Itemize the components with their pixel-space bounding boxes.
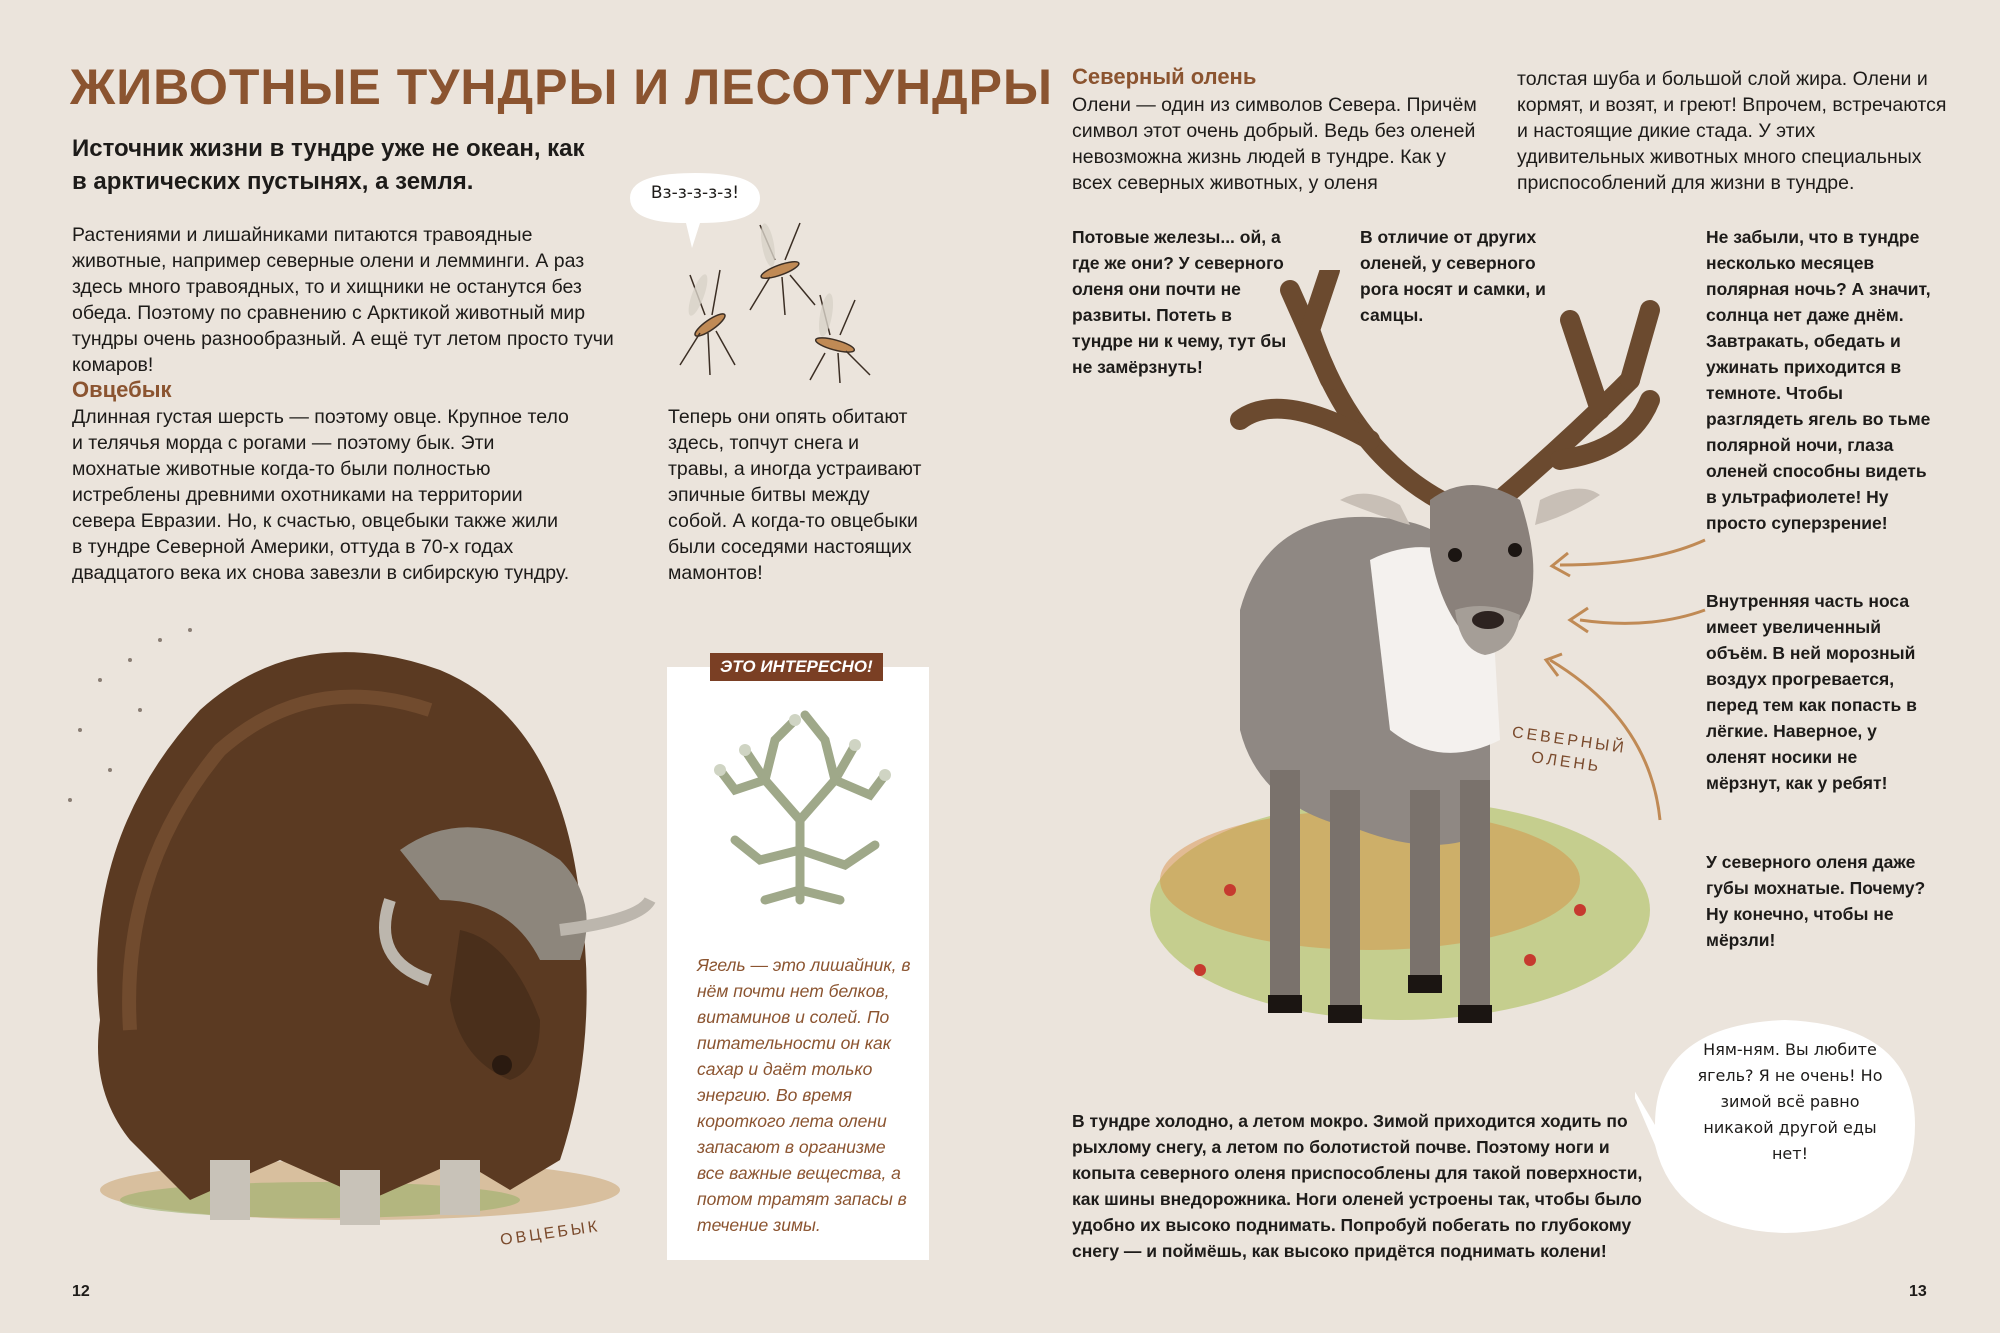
note-lips: У северного оленя даже губы мохнатые. Почему? Ну конечно, чтобы не мёрзли! bbox=[1706, 852, 1926, 950]
reindeer-paragraph-2: толстая шуба и большой слой жира. Олени и кормят, и возят, и греют! Впрочем, встречаются и настоящие дикие стада. У этих удивительных животных много специальных приспособлений для жизни в тундре. bbox=[1517, 68, 1947, 194]
intro-paragraph: Растениями и лишайниками питаются травоядные животные, например северные олени и лемминги. А раз здесь много травоядных, то и хищники не останутся без обеда. Поэтому по сравнению с Арктикой животный мир тундры очень разнообразный. А ещё тут летом просто тучи комаров! bbox=[72, 224, 614, 376]
muskox-heading: Овцебык bbox=[72, 377, 172, 402]
reindeer-caption-line-2: ОЛЕНЬ bbox=[1530, 749, 1603, 776]
fact-text: Ягель — это лишайник, в нём почти нет белков, витаминов и солей. По питательности он как сахар и даёт только энергию. Во время короткого лета олени запасают в организме все важные вещества, а потом тратят запасы в течение зимы. bbox=[697, 955, 911, 1235]
hooves-paragraph: В тундре холодно, а летом мокро. Зимой приходится ходить по рыхлому снегу, а летом по болотистой почве. Поэтому ноги и копыта северного оленя приспособлены для такой поверхности, как шины внедорожника. Ноги оленей устроены так, чтобы было удобно их высоко поднимать. Попробуй побегать по глубокому снегу — и поймёшь, как высоко придётся поднимать колени! bbox=[1072, 1111, 1643, 1261]
mosquito-bubble-text: Вз-з-з-з-з! bbox=[650, 183, 740, 203]
note-eyes: Не забыли, что в тундре несколько месяцев полярная ночь? А значит, солнца нет даже днём. Завтракать, обедать и ужинать приходится в темноте. Чтобы разглядеть ягель во тьме полярной ночи, глаза оленей способны видеть в ультрафиолете! Ну просто суперзрение! bbox=[1706, 227, 1931, 533]
lead-text: Источник жизни в тундре уже не океан, как в арктических пустынях, а земля. bbox=[72, 135, 585, 195]
reindeer-bubble-text: Ням-ням. Вы любите ягель? Я не очень! Но зимой всё равно никакой другой еды нет! bbox=[1697, 1040, 1883, 1163]
note-sweat-glands: Потовые железы... ой, а где же они? У северного оленя они почти не развиты. Потеть в тундре ни к чему, тут бы не замёрзнуть! bbox=[1072, 227, 1287, 377]
muskox-paragraph-1: Длинная густая шерсть — поэтому овце. Крупное тело и телячья морда с рогами — поэтому бык. Эти мохнатые животные когда-то были полностью истреблены древними охотниками на территории севера Евразии. Но, к счастью, овцебыки также жили в тундре Северной Америки, оттуда в 70-х годах двадцатого века их снова завезли в сибирскую тундру. bbox=[72, 406, 570, 584]
mosquitoes-illustration bbox=[650, 215, 890, 385]
reindeer-caption-line-1: СЕВЕРНЫЙ bbox=[1510, 724, 1628, 758]
muskox-paragraph-2: Теперь они опять обитают здесь, топчут снега и травы, а иногда устраивают эпичные битвы между собой. А когда-то овцебыки были соседями настоящих мамонтов! bbox=[668, 406, 922, 584]
page-number-left: 12 bbox=[72, 1283, 90, 1300]
muskox-illustration bbox=[40, 600, 660, 1260]
reindeer-paragraph-1: Олени — один из символов Севера. Причём символ этот очень добрый. Ведь без оленей невозможна жизнь людей в тундре. Как у всех северных животных, у оленя bbox=[1072, 94, 1477, 194]
note-antlers: В отличие от других оленей, у северного рога носят и самки, и самцы. bbox=[1360, 227, 1546, 325]
lichen-illustration bbox=[705, 700, 895, 920]
page-title: ЖИВОТНЫЕ ТУНДРЫ И ЛЕСОТУНДРЫ bbox=[70, 59, 1053, 115]
page-number-right: 13 bbox=[1909, 1283, 1927, 1300]
muskox-caption: ОВЦЕБЫК bbox=[499, 1218, 602, 1249]
note-nose: Внутренняя часть носа имеет увеличенный объём. В ней морозный воздух прогревается, перед тем как попасть в лёгкие. Наверное, у оленят носики не мёрзнут, как у ребят! bbox=[1706, 591, 1917, 793]
annotation-arrows bbox=[1540, 520, 1720, 840]
fact-badge: ЭТО ИНТЕРЕСНО! bbox=[710, 653, 883, 681]
reindeer-heading: Северный олень bbox=[1072, 64, 1257, 89]
